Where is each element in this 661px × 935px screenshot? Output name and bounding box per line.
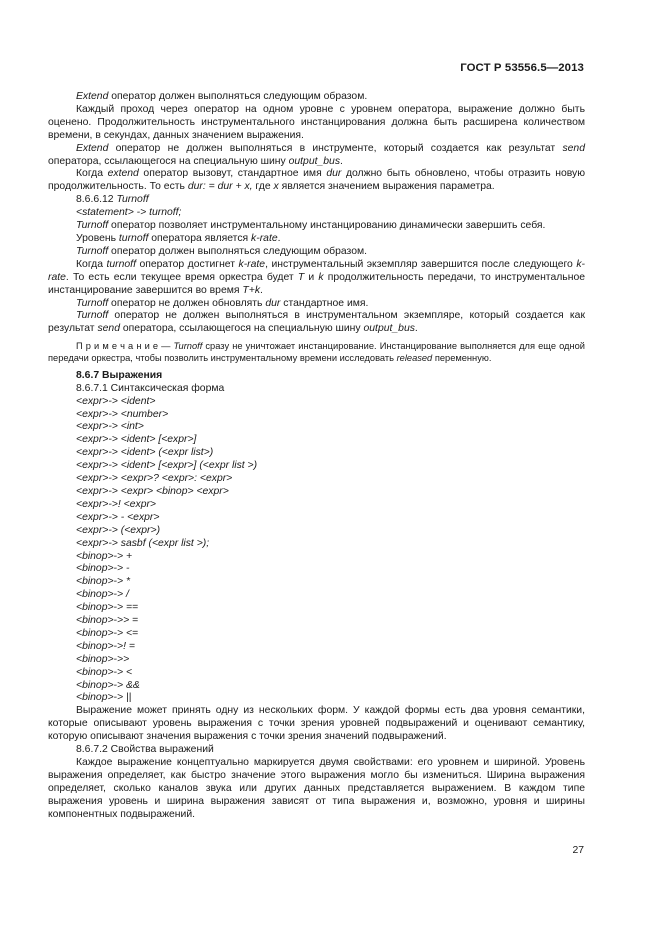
section-heading-turnoff: 8.6.6.12 Turnoff — [76, 194, 149, 206]
grammar-rule: <expr>-> <ident> — [76, 395, 156, 407]
grammar-rule: <binop>->> — [76, 653, 130, 665]
grammar-rule: <binop>-> - — [76, 563, 130, 575]
paragraph: Выражение может принять одну из нескольких форм. У каждой формы есть два уровня семантики, которые описывают уровень выражения с точки зрения уровней подвыражений и оценивают семантику, которую описывают значения выражения с точки зрения значений подвыражений. — [48, 705, 585, 743]
grammar-rule: <binop>-> || — [76, 692, 132, 704]
paragraph: Turnoff оператор позволяет инструментальному инстанцированию динамически завершить себя. — [76, 220, 546, 232]
grammar-rule: <expr>-> <ident> [<expr>] (<expr list >) — [76, 460, 258, 472]
paragraph: Когда turnoff оператор достигнет k-rate, инструментальный экземпляр завершится после следующего k-rate. То есть если текущее время оркестра будет T и k продолжительность передачи, то инструментальное инстанцирование завершится во время T+k. — [48, 258, 585, 296]
grammar-rule: <binop>-> <= — [76, 627, 139, 639]
grammar-rule: <expr>-> <int> — [76, 421, 144, 433]
paragraph: Turnoff оператор не должен выполняться в инструментальном экземпляре, который создается как результат send оператора, ссылающегося на специальную шину output_bus. — [48, 310, 585, 335]
grammar-rule: <binop>->> = — [76, 615, 139, 627]
grammar-rule: <expr>-> <ident> [<expr>] — [76, 434, 197, 446]
subsection-heading-properties: 8.6.7.2 Свойства выражений — [76, 744, 214, 756]
paragraph: Turnoff оператор должен выполняться следующим образом. — [76, 245, 368, 257]
paragraph: Уровень turnoff оператора является k-rate. — [76, 232, 281, 244]
grammar-list — [48, 396, 585, 706]
grammar-rule: <binop>-> && — [76, 679, 140, 691]
grammar-rule: <expr>-> <number> — [76, 408, 169, 420]
page-content — [48, 91, 585, 822]
grammar-rule: <expr>-> (<expr>) — [76, 524, 161, 536]
grammar-rule: <expr>-> - <expr> — [76, 511, 160, 523]
paragraph: Каждый проход через оператор на одном уровне с уровнем оператора, выражение должно быть оценено. Продолжительность инструментального инстанцирования должна быть расширена количеством времени, в секундах, данных значением выражения. — [48, 103, 585, 141]
grammar-rule: <binop>-> / — [76, 589, 129, 601]
grammar-rule: <expr>-> <expr>? <expr>: <expr> — [76, 473, 233, 485]
grammar-rule: <expr>-> sasbf (<expr list >); — [76, 537, 210, 549]
note-paragraph: П р и м е ч а н и е — Turnoff сразу не уничтожает инстанцирование. Инстанцирование выполняется для еще одной передачи оркестра, чтобы позволить инструментальному времени исследовать released переменную. — [48, 341, 585, 364]
grammar-rule: <binop>->! = — [76, 640, 135, 652]
grammar-rule: <binop>-> == — [76, 602, 139, 614]
paragraph: Extend оператор не должен выполняться в инструменте, который создается как результат send оператора, ссылающегося на специальную шину output_bus. — [48, 142, 585, 167]
subsection-heading-syntax: 8.6.7.1 Синтаксическая форма — [76, 382, 225, 394]
grammar-rule: <expr>-> <ident> (<expr list>) — [76, 447, 214, 459]
grammar-rule: <binop>-> * — [76, 576, 131, 588]
syntax-line: <statement> -> turnoff; — [76, 207, 182, 219]
paragraph: Когда extend оператор вызовут, стандартное имя dur должно быть обновлено, чтобы отразить новую продолжительность. То есть dur: = dur + x, где x является значением выражения параметра. — [48, 168, 586, 193]
grammar-rule: <binop>-> < — [76, 666, 133, 678]
paragraph: Extend оператор должен выполняться следующим образом. — [76, 91, 368, 102]
document-code: ГОСТ Р 53556.5—2013 — [460, 62, 584, 74]
section-heading-expressions: 8.6.7 Выражения — [76, 369, 163, 381]
paragraph: Turnoff оператор не должен обновлять dur стандартное имя. — [76, 297, 369, 309]
grammar-rule: <binop>-> + — [76, 550, 133, 562]
paragraph: Каждое выражение концептуально маркируется двумя свойствами: его уровнем и шириной. Уровень выражения определяет, как быстро значение этого выражения могло бы измениться. Ширина выражения определяет, сколько каналов звука или других данных представляется выражением. В каждом типе выражения уровень и ширина выражения зависят от типа выражения и, возможно, уровня и ширины компонентных подвыражений. — [48, 757, 585, 820]
grammar-rule: <expr>-> <expr> <binop> <expr> — [76, 485, 229, 497]
grammar-rule: <expr>->! <expr> — [76, 498, 156, 510]
page-number: 27 — [572, 845, 584, 856]
